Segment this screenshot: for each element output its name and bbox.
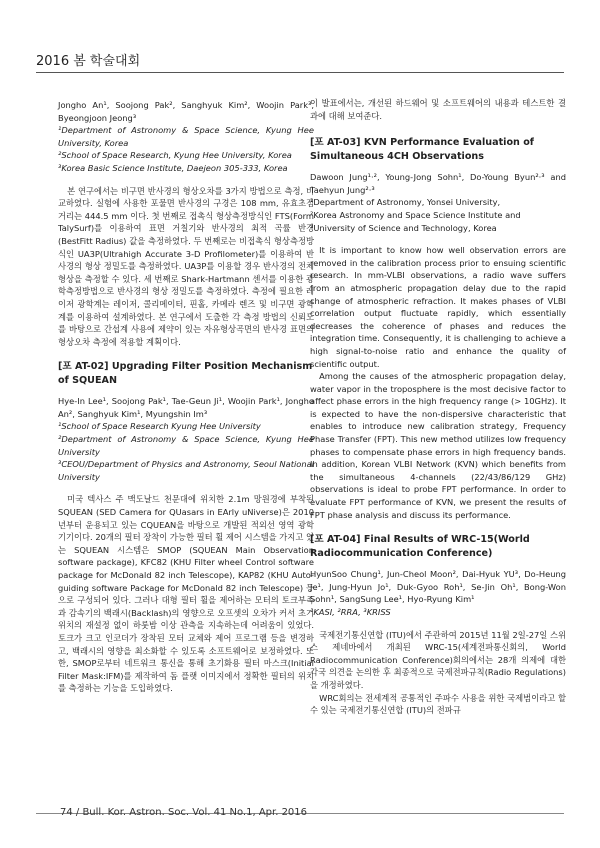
affiliation: ³University of Science and Technology, Korea bbox=[310, 222, 497, 233]
header-divider bbox=[36, 72, 564, 73]
affiliation: ²Department of Astronomy & Space Science, Kyung Hee University bbox=[58, 434, 314, 457]
abstract-body: 본 연구에서는 비구면 반사경의 형상오차를 3가지 방법으로 측정, 비교하였다. 실험에 사용한 포물면 반사경의 구경은 108 mm, 유효초점거리는 444.5 mm 이다. 첫 번째로 접촉식 형상측정방식인 FTS(Form TalySurf)를 이용하여 표면 거칠기와 반사경의 최적 곡률 반경(BestFitt Radius) 값을 측정하였다. 두 번째로는 비접촉식 형상측정방식인 UA3P(Ultrahigh Accurate 3-D Profilometer)를 이용하여 반사경의 형상 정밀도를 측정하였다. UA3P를 이용할 경우 반사경의 전체 형상을 측정할 수 있다. 세 번째로 Shark-Hartmann 센서를 이용한 광학측정방법으로 반사경의 형상 정밀도를 측정하였다. 측정에 필요한 레이저 광학계는 레이저, 콜리메이터, 핀홀, 카메라 렌즈 및 비구면 광학계를 이용하여 설계하였다. 본 연구에서 도출한 각 측정 방법의 신뢰도를 바탕으로 간섭계 사용에 제약이 있는 자유형상곡면의 반사경 표면의 형상오차 측정에 적용할 계획이다. bbox=[58, 185, 314, 347]
left-column bbox=[58, 97, 314, 695]
authors: HyunSoo Chung¹, Jun-Cheol Moon², Dai-Hyuk YU³, Do-Heung Je¹, Jung-Hyun Jo¹, Duk-Gyoo Roh¹, Se-Jin Oh¹, Bong-Won Sohn¹, SangSung Lee¹, Hyo-Ryung Kim¹ bbox=[310, 569, 566, 605]
abstract-body: 미국 텍사스 주 맥도날드 천문대에 위치한 2.1m 망원경에 부착된 SQUEAN (SED Camera for QUasars in EArly uNiverse)은 2010년부터 운용되고 있는 CQUEAN을 바탕으로 개발된 적외선 영역 광학기기이다. 20개의 필터 장착이 가능한 필터 휠 제어 시스템을 가지고 있는 SQUEAN 시스템은 SMOP (SQUEAN Main Observation software package), KFC82 (KHU Filter wheel Control software package for McDonald 82 inch Telescope), KAP82 (KHU Auto-guiding software Package for McDonald 82 inch Telescope) 등으로 구성되어 있다. 그러나 대형 필터 휠을 제어하는 모터의 토크부족과 감속기의 백래시(Backlash)의 영향으로 오프셋의 오차가 커서 초기위치의 재설정 없이 하룻밤 이상 관측을 지속하는데 어려움이 있었다. 토크가 크고 인코더가 장착된 모터 교체와 제어 프로그램 등을 변경하고, 백래시의 영향을 최소화할 수 있도록 소프트웨어로 보정하였다. 또한, SMOP로부터 네트워크 통신을 통해 초기화용 필터 마스크(Initial Filter Mask:IFM)를 제작하여 돔 플랫 이미지에서 정확한 필터의 위치를 측정하는 기능을 도입하였다. bbox=[58, 494, 314, 694]
affiliation: ¹Department of Astronomy & Space Science, Kyung Hee University, Korea bbox=[58, 125, 314, 148]
affiliation: ¹School of Space Research Kyung Hee University bbox=[58, 421, 261, 432]
abstract-body: 국제전기통신연합 (ITU)에서 주관하여 2015년 11월 2일-27일 스위스 제네바에서 개최된 WRC-15(세계전파통신회의, World Radiocommunication Conference)회의에서는 28개 의제에 대한 각국 의견을 논의한 후 최종적으로 국제전파규칙(Radio Regulations)을 개정하였다. bbox=[310, 629, 566, 690]
abstract-body: WRC회의는 전세계적 공통적인 주파수 사용을 위한 국제범이라고 할 수 있는 국제전기통신연합 (ITU)의 전파규 bbox=[310, 692, 566, 716]
page-header-title: 2016 봄 학술대회 bbox=[36, 54, 141, 69]
section-title: [포 AT-04] Final Results of WRC-15(World Radiocommunication Conference) bbox=[310, 534, 530, 560]
authors: Jongho An¹, Soojong Pak², Sanghyuk Kim², Woojin Park³, Byeongjoon Jeong³ bbox=[58, 100, 314, 123]
right-column bbox=[310, 97, 566, 717]
affiliation: ¹Department of Astronomy, Yonsei University, bbox=[310, 197, 501, 208]
page-footer: 74 / Bull. Kor. Astron. Soc. Vol. 41 No.1, Apr. 2016 bbox=[60, 807, 308, 818]
authors: Dawoon Jung¹·², Young-Jong Sohn¹, Do-Young Byun²·³ and Taehyun Jung²·³ bbox=[310, 172, 566, 195]
authors: Hye-In Lee¹, Soojong Pak¹, Tae-Geun Ji¹, Woojin Park¹, Jongho An², Sanghyuk Kim¹, Myungshin Im³ bbox=[58, 396, 314, 419]
section-title: [포 AT-02] Upgrading Filter Position Mechanism of SQUEAN bbox=[58, 361, 313, 387]
affiliation: ²Korea Astronomy and Space Science Institute and bbox=[310, 209, 521, 220]
section-title: [포 AT-03] KVN Performance Evaluation of Simultaneous 4CH Observations bbox=[310, 137, 534, 163]
affiliation: ³CEOU/Department of Physics and Astronomy, Seoul National University bbox=[58, 459, 314, 482]
abstract-body: 이 발표에서는, 개선된 하드웨어 및 소프트웨어의 내용과 테스트한 결과에 대해 보여준다. bbox=[310, 98, 566, 121]
affiliation: ¹KASI, ²RRA, ³KRISS bbox=[310, 607, 391, 617]
affiliation: ³Korea Basic Science Institute, Daejeon 305-333, Korea bbox=[58, 162, 288, 173]
abstract-body: It is important to know how well observation errors are removed in the calibration process prior to ensuing scientific research. In mm-VLBI observations, a radio wave suffers from an atmospheric propagation delay due to the rapid change of atmospheric refraction. It makes phases of VLBI correlation output fluctuate rapidly, which essentially decreases the coherence of phases and reduces the integration time. Consequently, it is challenging to achieve a high signal-to-noise ratio and enhance the quality of scientific output. bbox=[310, 245, 566, 369]
abstract-body: Among the causes of the atmospheric propagation delay, water vapor in the troposphere is the most decisive factor to affect phase errors in the high frequency range (> 10GHz). It is expected to have the non-dispersive characteristic that enables to introduce new calibration strategy, Frequency Phase Transfer (FPT). This new method utilizes low frequency phases to compensate phase errors in high frequency bands. In addition, Korean VLBI Network (KVN) which benefits from the simultaneous 4-channels (22/43/86/129 GHz) observations is ideal to probe FPT performance. In order to evaluate FPT performance of KVN, we present the results of FPT phase analysis and discuss its performance. bbox=[310, 371, 566, 520]
affiliation: ²School of Space Research, Kyung Hee University, Korea bbox=[58, 150, 292, 161]
